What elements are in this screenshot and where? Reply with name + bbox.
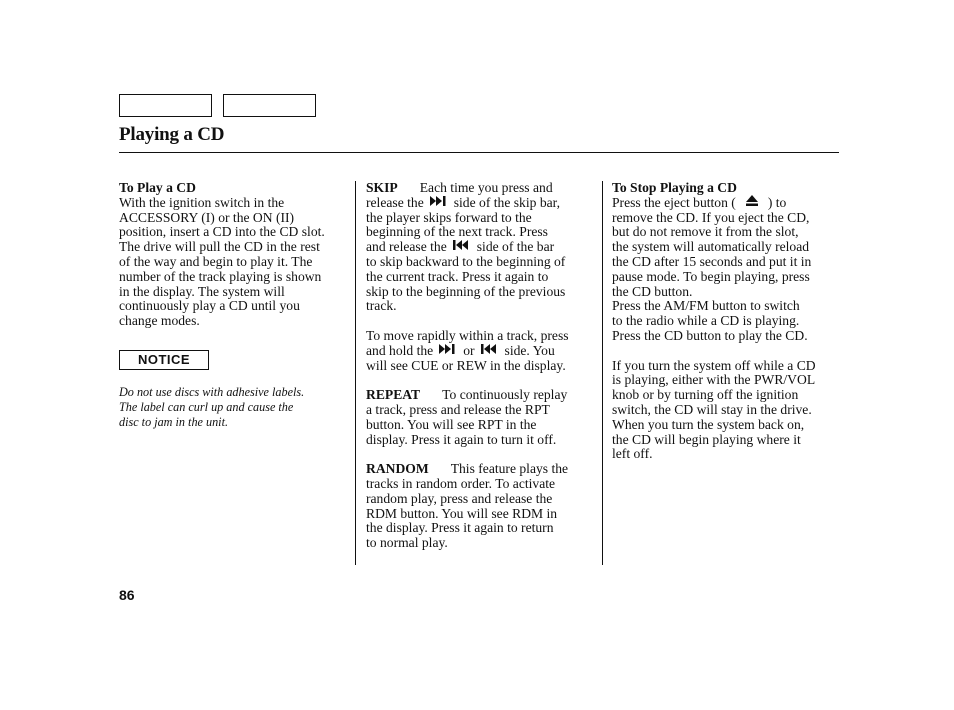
text-line: position, insert a CD into the CD slot. bbox=[119, 224, 325, 240]
repeat-label: REPEAT bbox=[366, 387, 421, 403]
column-3 bbox=[612, 181, 844, 462]
text-line: button. You will see RPT in the bbox=[366, 416, 537, 432]
text-line: To move rapidly within a track, press bbox=[366, 327, 569, 343]
text-line: to the radio while a CD is playing. bbox=[612, 313, 800, 329]
text-line: ) to bbox=[767, 194, 787, 210]
column-divider-1 bbox=[355, 181, 356, 565]
random-label: RANDOM bbox=[366, 461, 429, 477]
skip-back-icon bbox=[453, 239, 471, 254]
text-line: Press the CD button to play the CD. bbox=[612, 327, 808, 343]
section-heading-play: To Play a CD bbox=[119, 180, 196, 195]
text-line: side of the skip bar, bbox=[453, 194, 561, 210]
notice-text-line: disc to jam in the unit. bbox=[119, 414, 229, 429]
column-divider-2 bbox=[602, 181, 603, 565]
text-line: This feature plays the bbox=[450, 461, 569, 477]
nav-tab-box-2[interactable] bbox=[223, 94, 316, 117]
text-line: remove the CD. If you eject the CD, bbox=[612, 209, 810, 225]
text-line: pause mode. To begin playing, press bbox=[612, 268, 810, 284]
text-line: change modes. bbox=[119, 313, 200, 329]
text-line: side. You bbox=[504, 342, 555, 358]
text-line: skip to the beginning of the previous bbox=[366, 283, 566, 299]
text-line: or bbox=[463, 342, 475, 358]
text-line: random play, press and release the bbox=[366, 490, 553, 506]
notice-badge: NOTICE bbox=[119, 350, 209, 370]
page-number: 86 bbox=[119, 587, 135, 603]
section-heading-stop: To Stop Playing a CD bbox=[612, 180, 737, 195]
text-line: and release the bbox=[366, 239, 447, 255]
text-line: continuously play a CD until you bbox=[119, 298, 300, 314]
skip-forward-icon bbox=[439, 343, 457, 358]
text-line: switch, the CD will stay in the drive. bbox=[612, 401, 812, 417]
text-line: number of the track playing is shown bbox=[119, 268, 322, 284]
text-line: in the display. The system will bbox=[119, 283, 285, 299]
text-line: When you turn the system back on, bbox=[612, 416, 805, 432]
text-line: With the ignition switch in the bbox=[119, 194, 285, 210]
text-line: but do not remove it from the slot, bbox=[612, 224, 799, 240]
notice-text-line: The label can curl up and cause the bbox=[119, 399, 294, 414]
text-line: RDM button. You will see RDM in bbox=[366, 505, 558, 521]
eject-icon bbox=[746, 195, 758, 210]
text-line: the current track. Press it again to bbox=[366, 268, 549, 284]
text-line: the display. Press it again to return bbox=[366, 520, 554, 536]
text-line: beginning of the next track. Press bbox=[366, 224, 548, 240]
nav-tab-box-1[interactable] bbox=[119, 94, 212, 117]
text-line: side of the bar bbox=[476, 239, 555, 255]
text-line: to skip backward to the beginning of bbox=[366, 253, 566, 269]
notice-text-line: Do not use discs with adhesive labels. bbox=[119, 384, 305, 399]
text-line: and hold the bbox=[366, 342, 434, 358]
text-line: tracks in random order. To activate bbox=[366, 475, 556, 491]
text-line: of the way and begin to play it. The bbox=[119, 253, 313, 269]
text-line: knob or by turning off the ignition bbox=[612, 387, 799, 403]
text-line: is playing, either with the PWR/VOL bbox=[612, 372, 816, 388]
skip-back-icon bbox=[481, 343, 499, 358]
skip-forward-icon bbox=[430, 195, 448, 210]
text-line: left off. bbox=[612, 446, 653, 462]
text-line: the player skips forward to the bbox=[366, 209, 532, 225]
text-line: a track, press and release the RPT bbox=[366, 401, 550, 417]
text-line: to normal play. bbox=[366, 535, 448, 551]
text-line: ACCESSORY (I) or the ON (II) bbox=[119, 209, 295, 225]
page-title: Playing a CD bbox=[119, 124, 225, 145]
text-line: The drive will pull the CD in the rest bbox=[119, 239, 320, 255]
text-line: the system will automatically reload bbox=[612, 239, 810, 255]
text-line: the CD after 15 seconds and put it in bbox=[612, 253, 812, 269]
text-line: will see CUE or REW in the display. bbox=[366, 357, 566, 373]
text-line: release the bbox=[366, 194, 424, 210]
title-rule bbox=[119, 152, 839, 153]
skip-label: SKIP bbox=[366, 180, 398, 195]
text-line: Each time you press and bbox=[419, 180, 553, 195]
text-line: display. Press it again to turn it off. bbox=[366, 431, 557, 447]
column-2 bbox=[366, 181, 598, 551]
text-line: If you turn the system off while a CD bbox=[612, 357, 816, 373]
text-line: Press the eject button ( bbox=[612, 194, 736, 210]
text-line: the CD button. bbox=[612, 283, 693, 299]
text-line: track. bbox=[366, 298, 397, 314]
text-line: To continuously replay bbox=[442, 387, 568, 403]
text-line: the CD will begin playing where it bbox=[612, 431, 801, 447]
text-line: Press the AM/FM button to switch bbox=[612, 298, 800, 314]
column-1 bbox=[119, 181, 351, 429]
